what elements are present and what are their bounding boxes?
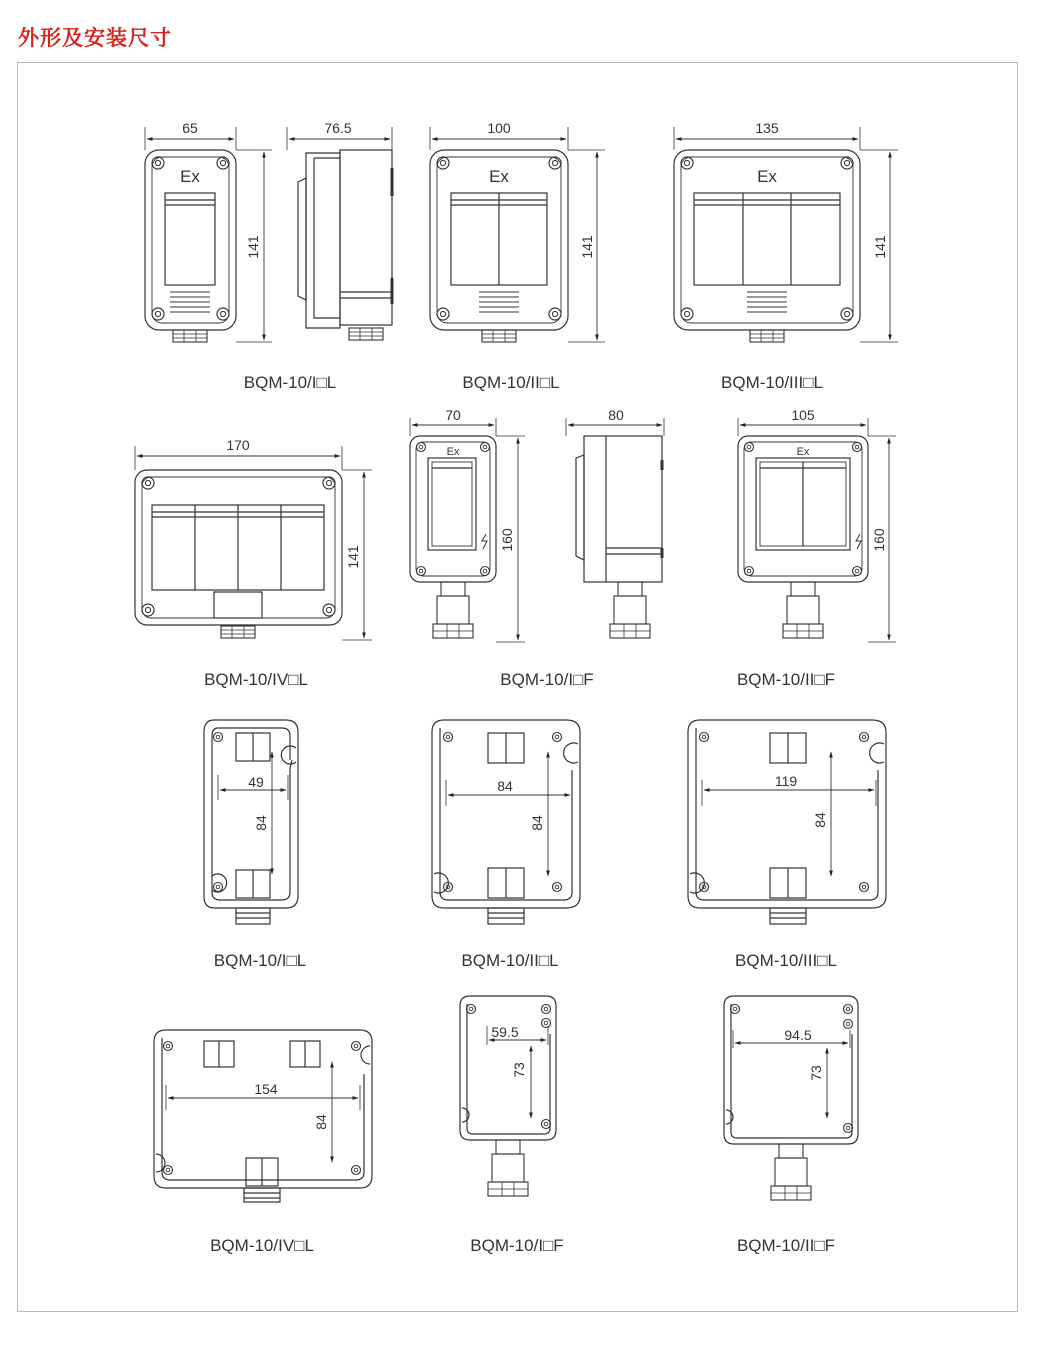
model-caption: BQM-10/IV□L xyxy=(204,670,308,689)
dim-mount-width: 59.5 xyxy=(491,1024,519,1040)
model-caption: BQM-10/II□L xyxy=(462,373,560,392)
dim-mount-width: 49 xyxy=(248,774,264,790)
dim-mount-height: 84 xyxy=(529,815,545,831)
dim-mount-height: 84 xyxy=(253,815,269,831)
dim-width: 105 xyxy=(791,407,815,423)
dim-height: 141 xyxy=(245,235,261,259)
dim-mount-height: 84 xyxy=(812,812,828,828)
dim-width: 70 xyxy=(445,407,461,423)
dim-height: 160 xyxy=(871,528,887,552)
ex-mark: Ex xyxy=(796,446,810,458)
dim-mount-width: 119 xyxy=(774,773,798,789)
d6-front-view xyxy=(410,436,496,638)
d2-side-view xyxy=(298,150,392,340)
dim-mount-height: 73 xyxy=(808,1065,824,1081)
m4-mounting-view xyxy=(154,1030,372,1202)
model-caption: BQM-10/II□F xyxy=(736,670,836,689)
dim-mount-width: 84 xyxy=(497,778,513,794)
dim-height: 141 xyxy=(872,235,888,259)
ex-mark: Ex xyxy=(489,167,509,186)
dim-mount-height: 84 xyxy=(313,1114,329,1130)
dim-width: 100 xyxy=(487,120,511,136)
model-caption: BQM-10/II□L xyxy=(461,951,559,970)
dim-mount-height: 73 xyxy=(511,1062,527,1078)
m3-mounting-view xyxy=(688,720,886,924)
dim-width: 65 xyxy=(182,120,198,136)
dim-mount-width: 94.5 xyxy=(784,1027,812,1043)
dim-mount-width: 154 xyxy=(254,1081,278,1097)
m2-mounting-view xyxy=(432,720,580,924)
model-caption: BQM-10/I□L xyxy=(243,373,337,392)
d7-side-view xyxy=(576,436,662,638)
model-caption: BQM-10/IV□L xyxy=(210,1236,314,1255)
dim-height: 160 xyxy=(499,528,515,552)
model-caption: BQM-10/III□L xyxy=(735,951,837,970)
dim-depth: 76.5 xyxy=(324,120,352,136)
dim-height: 141 xyxy=(579,235,595,259)
model-caption: BQM-10/I□L xyxy=(213,951,307,970)
d8-front-view xyxy=(738,436,868,638)
model-caption: BQM-10/I□F xyxy=(470,1236,564,1255)
dim-depth: 80 xyxy=(608,407,624,423)
ex-mark: Ex xyxy=(757,167,777,186)
d5-front-view xyxy=(135,470,342,638)
model-caption: BQM-10/III□L xyxy=(721,373,823,392)
page-title: 外形及安装尺寸 xyxy=(18,26,172,50)
dim-width: 170 xyxy=(226,437,250,453)
ex-mark: Ex xyxy=(446,446,460,458)
ex-mark: Ex xyxy=(180,167,200,186)
dim-width: 135 xyxy=(755,120,779,136)
dim-height: 141 xyxy=(345,545,361,569)
model-caption: BQM-10/I□F xyxy=(500,670,594,689)
model-caption: BQM-10/II□F xyxy=(736,1236,836,1255)
m1-mounting-view xyxy=(204,720,298,924)
